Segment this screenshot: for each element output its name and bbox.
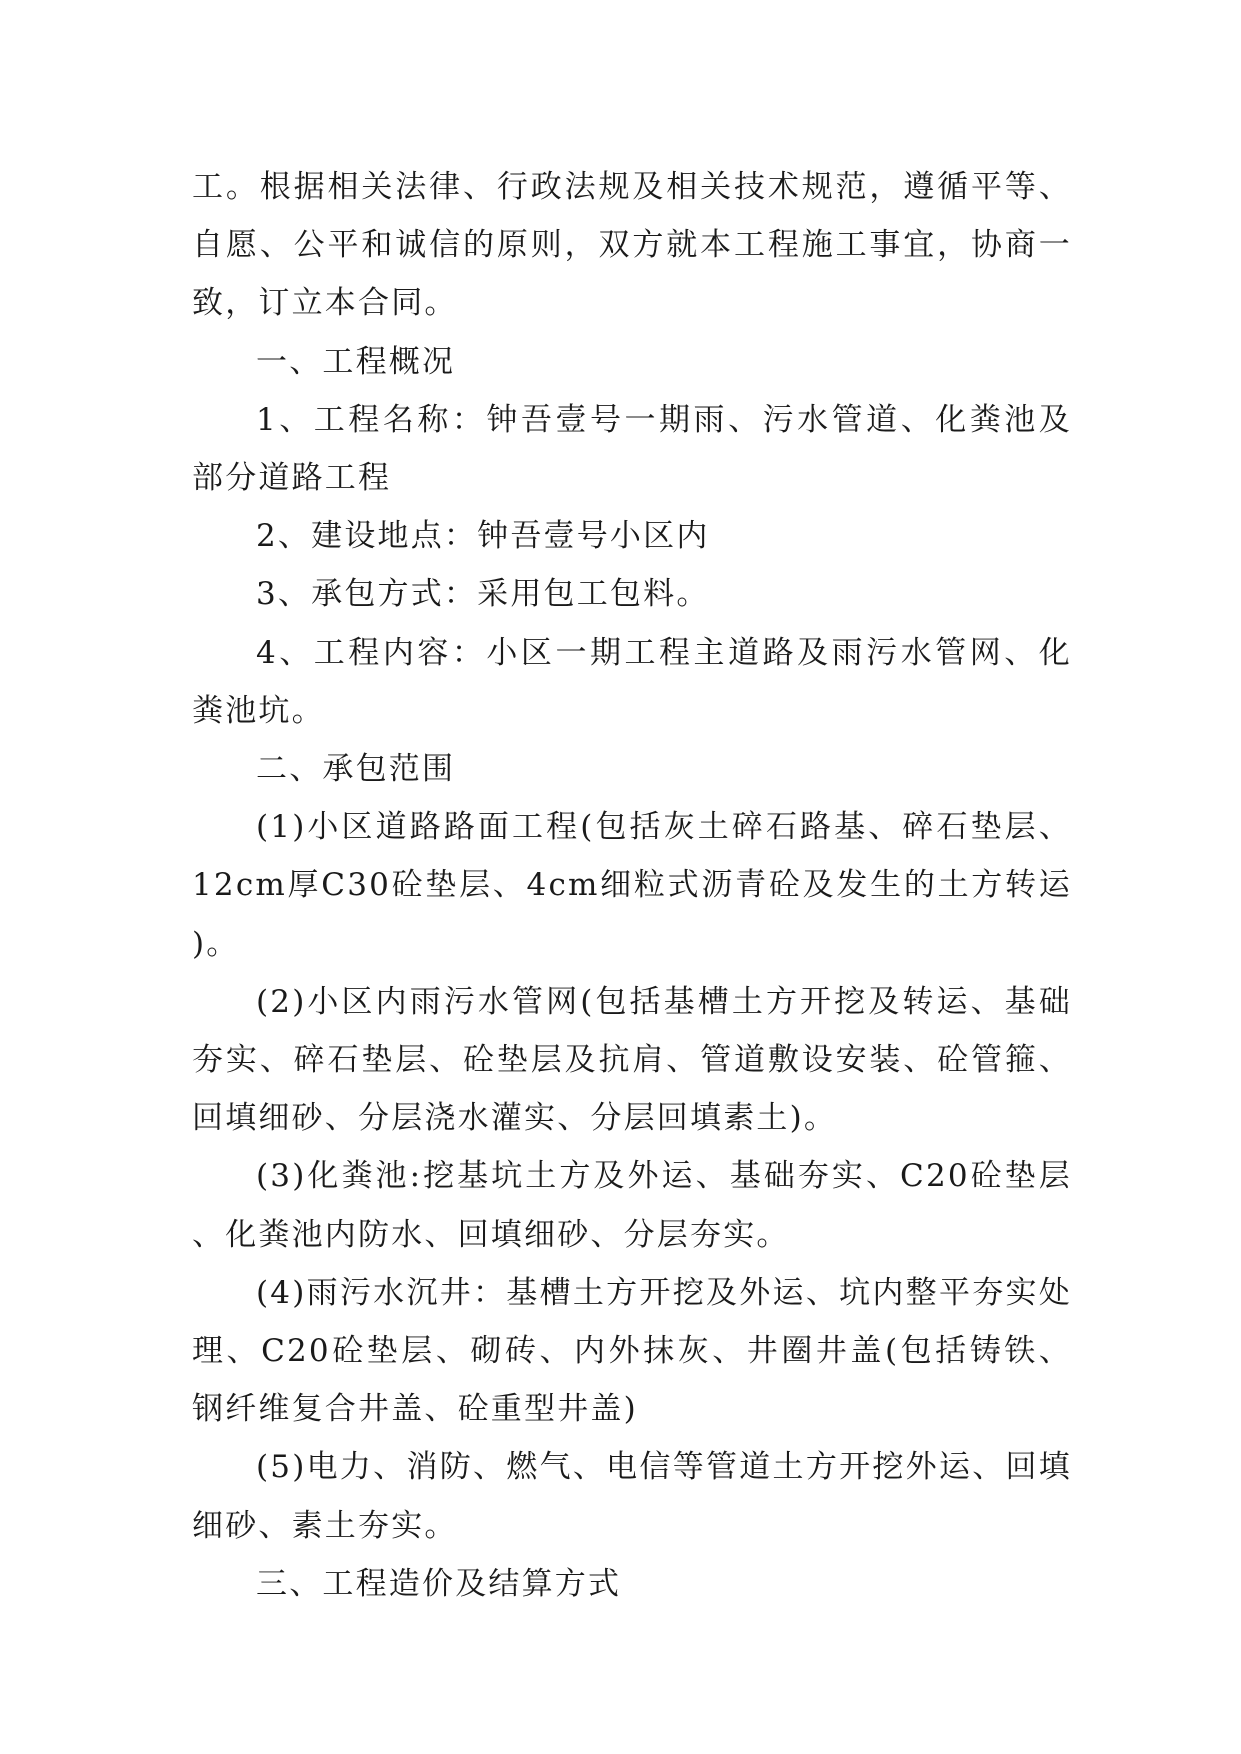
paragraph-scope-item-2: (2)小区内雨污水管网(包括基槽土方开挖及转运、基础夯实、碎石垫层、砼垫层及抗肩、管道敷设安装、砼管箍、回填细砂、分层浇水灌实、分层回填素土)。 <box>192 983 1072 1137</box>
heading-cost-settlement: 三、工程造价及结算方式 <box>256 1565 622 1602</box>
heading-project-overview: 一、工程概况 <box>256 343 456 380</box>
paragraph-contract-method: 3、承包方式：采用包工包料。 <box>256 576 710 613</box>
paragraph-project-content: 4、工程内容：小区一期工程主道路及雨污水管网、化粪池坑。 <box>192 634 1072 729</box>
paragraph-scope-item-5: (5)电力、消防、燃气、电信等管道土方开挖外运、回填细砂、素土夯实。 <box>192 1449 1072 1544</box>
document-body <box>192 158 1072 1613</box>
paragraph-project-name: 1、工程名称：钟吾壹号一期雨、污水管道、化粪池及部分道路工程 <box>192 401 1072 497</box>
paragraph-scope-item-1: (1)小区道路路面工程(包括灰土碎石路基、碎石垫层、12cm厚C30砼垫层、4cm细粒式沥青砼及发生的土方转运)。 <box>192 809 1072 962</box>
paragraph-preamble: 工。根据相关法律、行政法规及相关技术规范，遵循平等、自愿、公平和诚信的原则，双方就本工程施工事宜，协商一致，订立本合同。 <box>192 169 1072 322</box>
paragraph-scope-item-3: (3)化粪池:挖基坑土方及外运、基础夯实、C20砼垫层、化粪池内防水、回填细砂、分层夯实。 <box>192 1158 1072 1253</box>
paragraph-construction-site: 2、建设地点：钟吾壹号小区内 <box>256 518 710 555</box>
paragraph-scope-item-4: (4)雨污水沉井：基槽土方开挖及外运、坑内整平夯实处理、C20砼垫层、砌砖、内外抹灰、井圈井盖(包括铸铁、钢纤维复合井盖、砼重型井盖) <box>192 1274 1072 1428</box>
heading-contract-scope: 二、承包范围 <box>256 751 456 788</box>
